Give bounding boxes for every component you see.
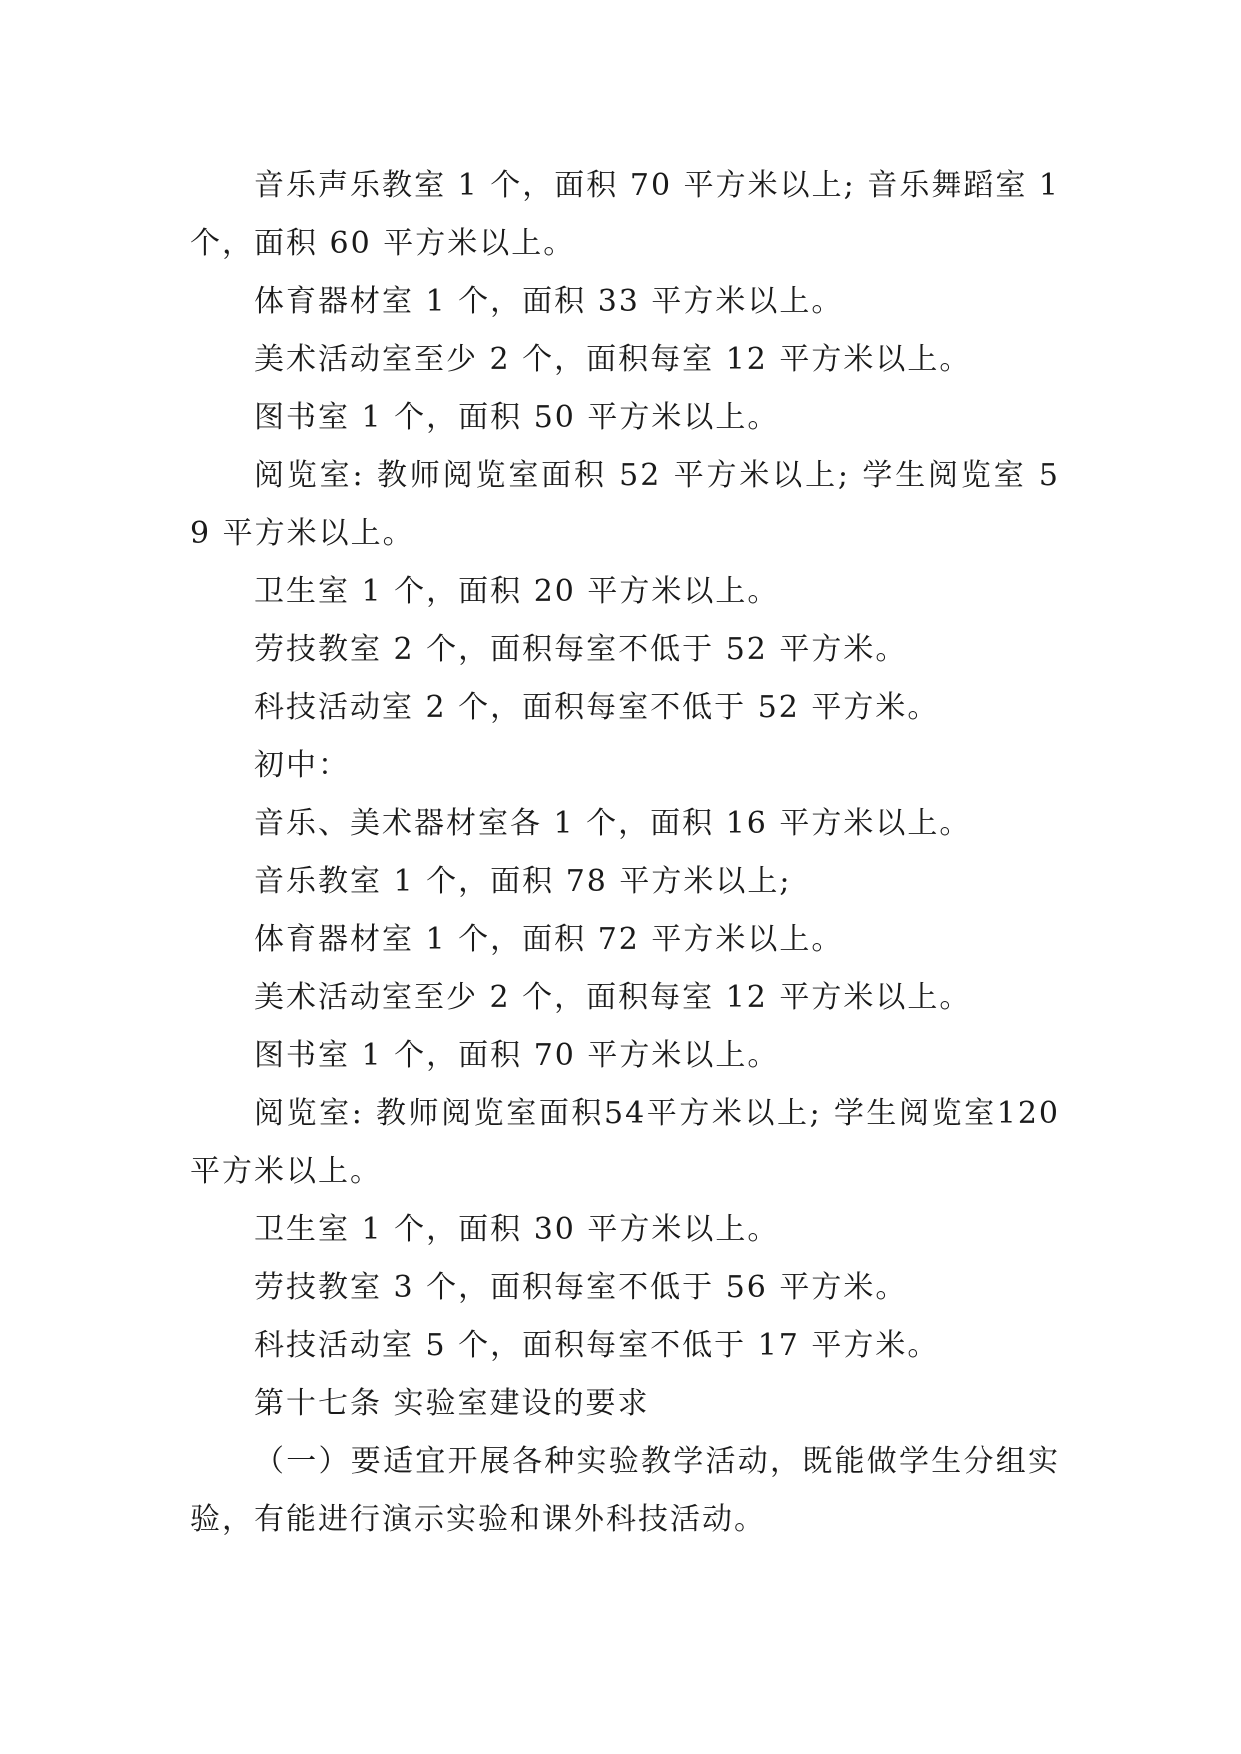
paragraph-science-tech: 科技活动室 2 个，面积每室不低于 52 平方米。 bbox=[254, 690, 940, 725]
paragraph-reading-room-jh: 阅览室: 教师阅览室面积54平方米以上; 学生阅览室120平方米以上。 bbox=[190, 1096, 1060, 1189]
document-page bbox=[190, 157, 1060, 1549]
paragraph-library-jh: 图书室 1 个，面积 70 平方米以上。 bbox=[254, 1038, 780, 1073]
paragraph-art-room: 美术活动室至少 2 个，面积每室 12 平方米以上。 bbox=[254, 342, 972, 377]
paragraph-labor-tech-jh: 劳技教室 3 个，面积每室不低于 56 平方米。 bbox=[254, 1270, 908, 1305]
paragraph-clinic-jh: 卫生室 1 个，面积 30 平方米以上。 bbox=[254, 1212, 780, 1247]
section-heading-junior-high: 初中： bbox=[254, 748, 350, 783]
paragraph-clinic: 卫生室 1 个，面积 20 平方米以上。 bbox=[254, 574, 780, 609]
paragraph-music-art-equipment: 音乐、美术器材室各 1 个，面积 16 平方米以上。 bbox=[254, 806, 972, 841]
paragraph-labor-tech: 劳技教室 2 个，面积每室不低于 52 平方米。 bbox=[254, 632, 908, 667]
paragraph-lab-requirement-1: （一）要适宜开展各种实验教学活动，既能做学生分组实验，有能进行演示实验和课外科技活动。 bbox=[190, 1444, 1060, 1537]
paragraph-art-room-jh: 美术活动室至少 2 个，面积每室 12 平方米以上。 bbox=[254, 980, 972, 1015]
paragraph-reading-room: 阅览室: 教师阅览室面积 52 平方米以上; 学生阅览室 59 平方米以上。 bbox=[190, 458, 1060, 551]
paragraph-music-classroom: 音乐教室 1 个，面积 78 平方米以上; bbox=[254, 864, 792, 899]
paragraph-sports-equipment-jh: 体育器材室 1 个，面积 72 平方米以上。 bbox=[254, 922, 844, 957]
paragraph-science-tech-jh: 科技活动室 5 个，面积每室不低于 17 平方米。 bbox=[254, 1328, 940, 1363]
paragraph-music-rooms: 音乐声乐教室 1 个，面积 70 平方米以上; 音乐舞蹈室 1 个，面积 60 平方米以上。 bbox=[190, 168, 1060, 261]
paragraph-sports-equipment: 体育器材室 1 个，面积 33 平方米以上。 bbox=[254, 284, 844, 319]
paragraph-library: 图书室 1 个，面积 50 平方米以上。 bbox=[254, 400, 780, 435]
article-heading-17: 第十七条 实验室建设的要求 bbox=[254, 1386, 650, 1421]
